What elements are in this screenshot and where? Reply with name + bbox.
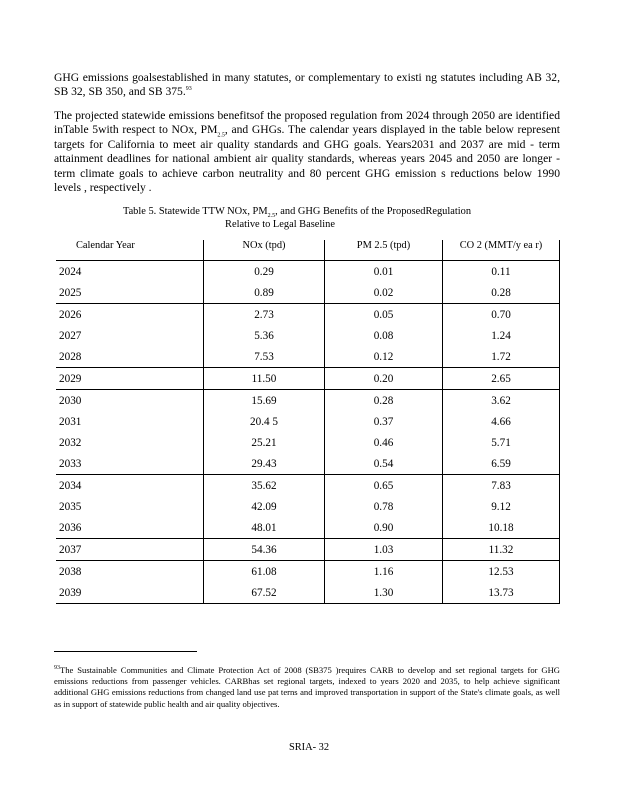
cell-year: 2035 [59,500,82,513]
caption-text-2: , and GHG Benefits of the ProposedRegulation [275,206,472,217]
cell-year: 2025 [59,286,82,299]
emissions-benefits-table [56,240,560,604]
header-nox: NOx (tpd) [204,240,325,261]
cell-co2: 2.65 [443,368,560,390]
footnote-number: 93 [54,665,60,672]
cell-year: 2029 [56,368,204,390]
paragraph-1-text: GHG emissions goalsestablished in many statutes, or complementary to existi ng statutes including AB 32, SB 32, SB 350, and SB 375. [54,71,560,99]
cell-pm25: 0.46 [325,432,443,453]
table-caption [54,205,560,231]
cell-nox: 67.52 [204,582,325,604]
cell-pm25: 0.02 [325,282,443,304]
cell-co2: 0.11 [443,261,560,283]
cell-co2: 0.28 [443,282,560,304]
table-row [56,561,560,583]
footnote-divider [54,651,197,652]
cell-nox: 61.08 [204,561,325,583]
cell-pm25: 1.03 [325,539,443,561]
pm-subscript: 2.5 [217,132,225,139]
table-row [56,517,560,539]
table-row [56,411,560,432]
paragraph-2-text-b: , and GHGs. The calendar years displayed in the table below represent targets for California to meet air quality standards and GHG goals. Years2031 and 2037 are mid - term attainment deadlines for national ambient air quality standards, whereas years 2045 and 2050 are longer -term climate goals to achieve carbon neutrality and 80 percent GHG emission s reductions below 1990 levels , respectively . [54,123,560,195]
footnote [54,665,560,710]
cell-nox: 42.09 [204,496,325,517]
caption-subscript: 2.5 [267,213,276,220]
cell-nox: 15.69 [204,390,325,412]
table-row [56,368,560,390]
cell-co2: 7.83 [443,475,560,497]
paragraph-2-text-a: The projected statewide emissions benefitsof the proposed regulation from 2024 through 2050 are identified inTable 5with respect to NOx, PM [54,109,560,137]
cell-year: 2024 [56,261,204,283]
paragraph-2 [54,109,560,195]
cell-co2: 5.71 [443,432,560,453]
cell-year: 2028 [59,350,82,363]
cell-pm25: 0.90 [325,517,443,539]
caption-text-1: Table 5. Statewide TTW NOx, PM [122,206,268,217]
cell-pm25: 0.08 [325,325,443,346]
cell-nox: 0.29 [204,261,325,283]
cell-co2: 13.73 [443,582,560,604]
footnote-text: The Sustainable Communities and Climate Protection Act of 2008 (SB375 )requires CARB to develop and set regional targets for GHG emissions reductions from passenger vehicles. CARBhas set regional targets, indexed to years 2020 and 2035, to help achieve significant additional GHG emissions reductions from changed land use pat terns and improved transportation in support of the State's climate goals, as well as in support of statewide public health and air quality objectives. [54,665,560,709]
paragraph-1 [54,71,560,100]
cell-pm25: 0.05 [325,304,443,326]
cell-pm25: 0.12 [325,346,443,368]
header-pm25: PM 2.5 (tpd) [325,240,443,261]
table-row [56,346,560,368]
cell-nox: 5.36 [204,325,325,346]
cell-nox: 29.43 [204,453,325,475]
table-caption-line-1 [34,205,560,218]
cell-nox: 54.36 [204,539,325,561]
cell-pm25: 0.28 [325,390,443,412]
cell-co2: 4.66 [443,411,560,432]
cell-co2: 1.72 [443,346,560,368]
cell-pm25: 0.54 [325,453,443,475]
cell-co2: 0.70 [443,304,560,326]
cell-nox: 20.4 5 [204,411,325,432]
cell-pm25: 1.30 [325,582,443,604]
table-row [56,539,560,561]
cell-nox: 0.89 [204,282,325,304]
cell-pm25: 0.65 [325,475,443,497]
cell-nox: 11.50 [204,368,325,390]
cell-nox: 35.62 [204,475,325,497]
table-row [56,282,560,304]
cell-nox: 7.53 [204,346,325,368]
cell-year: 2033 [59,457,82,470]
table-body [56,261,560,604]
table-row [56,325,560,346]
cell-nox: 48.01 [204,517,325,539]
table-row [56,453,560,475]
page-number: SRIA- 32 [288,742,330,753]
cell-pm25: 0.37 [325,411,443,432]
cell-nox: 25.21 [204,432,325,453]
table-row [56,304,560,326]
cell-year: 2036 [59,521,82,534]
cell-co2: 9.12 [443,496,560,517]
cell-year: 2034 [56,475,204,497]
cell-year: 2039 [56,582,204,604]
header-calendar-year: Calendar Year [76,240,135,251]
cell-co2: 12.53 [443,561,560,583]
cell-co2: 11.32 [443,539,560,561]
footnote-ref[interactable]: 93 [185,86,192,93]
table-caption-line-2: Relative to Legal Baseline [225,219,335,230]
cell-nox: 2.73 [204,304,325,326]
cell-year: 2032 [59,436,82,449]
table-row [56,390,560,412]
cell-year: 2027 [59,329,82,342]
cell-pm25: 0.78 [325,496,443,517]
cell-pm25: 0.01 [325,261,443,283]
table-row [56,582,560,604]
table-row [56,432,560,453]
cell-co2: 3.62 [443,390,560,412]
cell-year: 2030 [56,390,204,412]
cell-co2: 6.59 [443,453,560,475]
table-header-row [56,240,560,261]
table-row [56,496,560,517]
cell-year: 2038 [56,561,204,583]
cell-co2: 10.18 [443,517,560,539]
header-co2: CO 2 (MMT/y ea r) [443,240,560,261]
cell-co2: 1.24 [443,325,560,346]
cell-year: 2037 [56,539,204,561]
cell-year: 2026 [56,304,204,326]
cell-pm25: 0.20 [325,368,443,390]
cell-pm25: 1.16 [325,561,443,583]
table-row [56,475,560,497]
table-row [56,261,560,283]
cell-year: 2031 [59,415,82,428]
